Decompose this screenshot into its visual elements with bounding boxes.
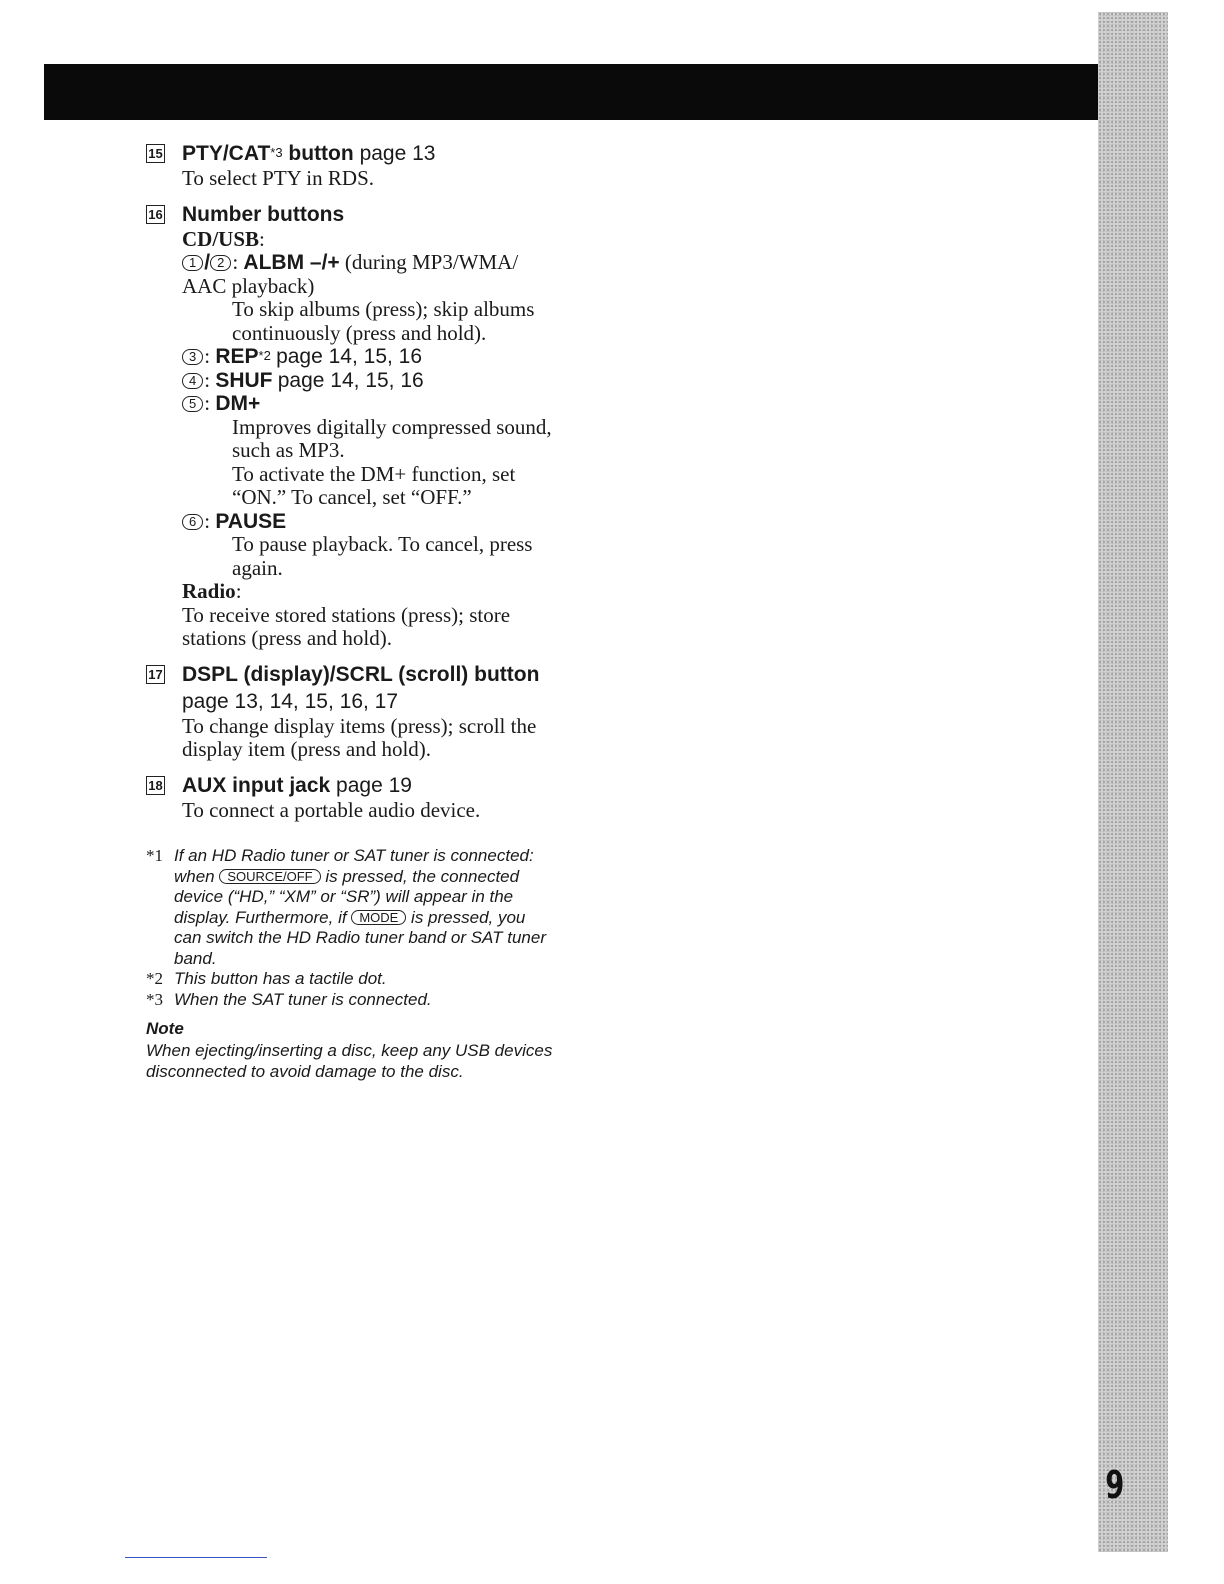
key-4-icon: 4 [182,373,203,389]
dm-label: DM+ [215,392,261,415]
page-number: 9 [1105,1463,1125,1507]
footnote-3 [146,990,596,1011]
dm-desc-2: such as MP3. [232,438,345,462]
item-17-desc-1: To change display items (press); scroll the [182,713,537,738]
albm-line: 1 / 2 : ALBM –/+ (during MP3/WMA/ [182,251,606,275]
item-18-desc: To connect a portable audio device. [182,797,481,822]
footnote-3-mark: *3 [146,989,163,1009]
key-3-icon: 3 [182,349,203,365]
dm-line: 5 : DM+ [182,392,606,416]
shuf-page-ref: page 14, 15, 16 [277,368,424,392]
key-1-icon: 1 [182,255,203,271]
item-17-title [182,661,606,688]
dm-desc-1: Improves digitally compressed sound, [232,414,552,439]
footnote-1-l2a: when [174,866,215,886]
footnote-1-l4b: is pressed, you [411,907,526,927]
footnote-1-line-1: If an HD Radio tuner or SAT tuner is connected: [174,846,534,865]
albm-desc-1: To skip albums (press); skip albums [232,297,535,321]
rep-label: REP [215,345,259,368]
footnote-1 [146,846,596,969]
footnote-1-l4a: display. Furthermore, if [174,907,347,927]
radio-heading: Radio: [182,579,242,603]
albm-desc-2: continuously (press and hold). [232,320,487,345]
item-17-page-ref-line [182,688,606,715]
shuf-label: SHUF [215,368,273,392]
key-5-icon: 5 [182,396,203,412]
shuf-line: 4 : SHUF page 14, 15, 16 [182,369,606,393]
bottom-rule [125,1557,267,1558]
item-15-title-text: PTY/CAT [182,142,271,165]
albm-paren-2: AAC playback) [182,273,315,298]
page-edge-tab [1098,12,1168,1552]
footnote-1-line-2 [174,867,596,888]
footnote-1-line-6: band. [174,948,217,968]
item-17 [146,661,606,762]
rep-page-ref: page 14, 15, 16 [276,345,423,368]
item-18-page-ref: page 19 [336,773,412,797]
footnote-1-line-5: can switch the HD Radio tuner band or SAT tuner [174,928,546,947]
radio-label: Radio [182,579,236,603]
item-number-18: 18 [146,776,165,795]
radio-desc-1: To receive stored stations (press); store [182,602,511,627]
item-number-16: 16 [146,205,165,224]
item-18-title [182,772,606,799]
footnote-2-text: This button has a tactile dot. [174,969,387,988]
item-15-title [182,140,606,167]
pause-line: 6 : PAUSE [182,510,606,534]
source-off-key-icon: SOURCE/OFF [219,869,320,884]
cd-usb-heading: CD/USB: [182,226,265,251]
note-line-2: disconnected to avoid damage to the disc. [146,1061,464,1081]
key-6-icon: 6 [182,514,203,530]
footnote-3-text: When the SAT tuner is connected. [174,989,432,1009]
radio-desc-2: stations (press and hold). [182,626,392,650]
footnote-1-l2b: is pressed, the connected [325,866,520,886]
cd-usb-label: CD/USB [182,226,260,251]
rep-line: 3 : REP$^{*2}$ page 14, 15, 16 [182,345,606,369]
item-18 [146,772,606,823]
item-17-desc-2: display item (press and hold). [182,737,432,761]
dm-desc-3: To activate the DM+ function, set [232,461,516,486]
footnote-1-line-4 [174,908,596,929]
item-15 [146,140,606,191]
item-16-title [182,201,606,228]
item-17-title-text: DSPL (display)/SCRL (scroll) button [182,662,540,686]
albm-label: ALBM –/+ [243,251,340,274]
note-line-1: When ejecting/inserting a disc, keep any USB devices [146,1040,553,1060]
item-15-sup: *3 [270,145,283,160]
item-18-title-text: AUX input jack [182,773,331,797]
footnote-2-mark: *2 [146,969,163,988]
footnotes [146,846,596,1082]
dm-desc-4: “ON.” To cancel, set “OFF.” [232,485,472,509]
pause-label: PAUSE [215,509,287,533]
pause-desc-2: again. [232,555,283,580]
item-16 [146,201,606,651]
footnote-1-line-3: device (“HD,” “XM” or “SR”) will appear in the [174,887,514,906]
albm-paren: (during MP3/WMA/ [344,250,519,274]
mode-key-icon: MODE [351,910,406,925]
footnote-2 [146,969,596,990]
pause-desc-1: To pause playback. To cancel, press [232,532,533,556]
key-2-icon: 2 [210,255,231,271]
item-17-page-ref: page 13, 14, 15, 16, 17 [182,689,399,713]
item-15-desc: To select PTY in RDS. [182,166,374,190]
item-15-title-rest: button [282,142,354,165]
item-15-page-ref: page 13 [359,142,436,165]
note-heading: Note [146,1019,184,1038]
item-number-17: 17 [146,665,165,684]
rep-sup: *2 [258,348,271,363]
footnote-1-mark: *1 [146,846,163,865]
main-content [146,140,606,822]
item-16-title-text: Number buttons [182,202,345,226]
item-number-15: 15 [146,144,165,163]
header-bar [44,64,1098,120]
